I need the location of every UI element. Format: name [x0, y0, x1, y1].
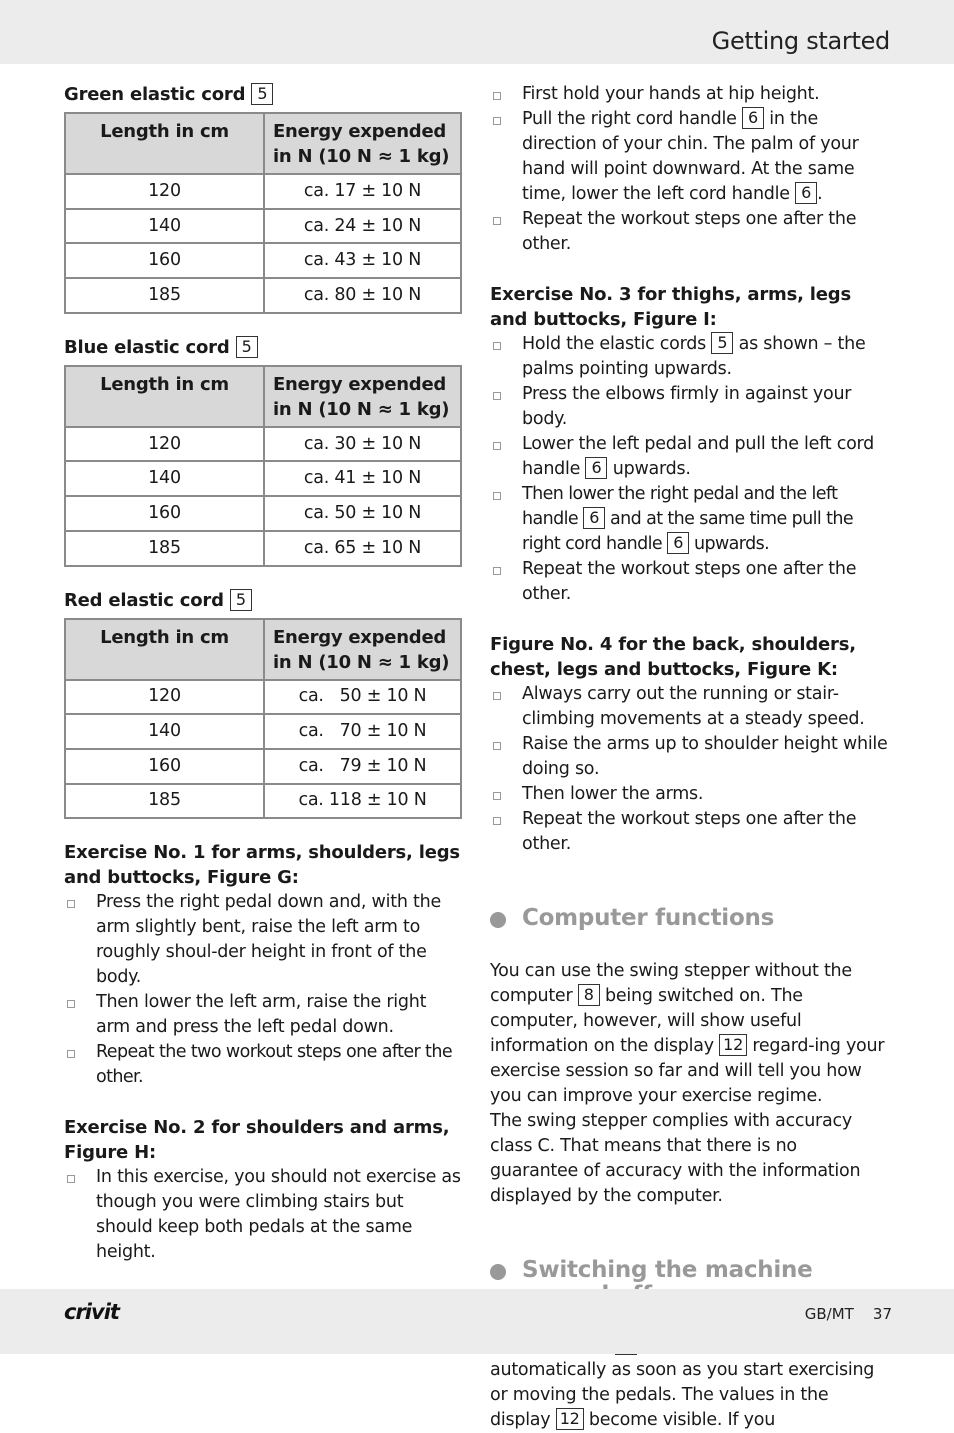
energy-cell: ca. 43 ± 10 N [264, 243, 461, 278]
energy-cell: ca. 30 ± 10 N [264, 427, 461, 462]
part-number-box: 6 [795, 182, 817, 204]
checkbox-bullet-icon [493, 117, 501, 125]
checkbox-bullet-icon [67, 1000, 75, 1008]
exercise-1-list [64, 890, 464, 1090]
list-item-text: and at the same time pull the right cord handle [522, 509, 854, 554]
list-item-text: in the direction of your chin. The palm of your hand will point downward. At the same time, lower the left cord handle [522, 109, 859, 204]
list-item-text: . [817, 184, 823, 204]
list-item-text: Press the right pedal down and, with the arm slightly bent, raise the left arm to roughly shoul-der height in front of the body. [96, 892, 441, 988]
brand-logo: crivit [64, 1300, 119, 1324]
checkbox-bullet-icon [493, 92, 501, 100]
length-cell: 185 [65, 278, 264, 313]
page-title: Getting started [711, 27, 890, 55]
length-cell: 160 [65, 243, 264, 278]
list-item-text: Repeat the two workout steps one after the other. [96, 1042, 452, 1088]
column-header-length: Length in cm [65, 113, 264, 174]
part-number-box: 5 [236, 336, 258, 358]
column-header-energy: Energy expended in N (10 N ≈ 1 kg) [264, 113, 461, 174]
paragraph-text: regard-ing your exercise session so far and will tell you how you can improve your exercise regime. [490, 1036, 885, 1106]
section-title-text: Switching the machine [522, 1257, 813, 1283]
checkbox-bullet-icon [493, 217, 501, 225]
length-cell: 140 [65, 209, 264, 244]
energy-cell: ca. 70 ± 10 N [264, 714, 461, 749]
list-item [490, 82, 890, 107]
part-number-box: 6 [742, 107, 764, 129]
list-item [490, 732, 890, 782]
part-number-box: 12 [719, 1034, 747, 1056]
exercise-2-continued-list [490, 82, 890, 257]
list-item-text: Repeat the workout steps one after the other. [522, 559, 857, 604]
list-item [490, 207, 890, 257]
length-cell: 140 [65, 714, 264, 749]
computer-functions-heading [490, 906, 890, 931]
exercise-4-heading: Figure No. 4 for the back, shoulders, chest, legs and buttocks, Figure K: [490, 634, 856, 680]
list-item [490, 782, 890, 807]
checkbox-bullet-icon [493, 742, 501, 750]
length-cell: 160 [65, 496, 264, 531]
part-number-box: 5 [251, 83, 273, 105]
table-row [65, 714, 461, 749]
length-cell: 160 [65, 749, 264, 784]
checkbox-bullet-icon [493, 792, 501, 800]
list-item [64, 1165, 464, 1265]
column-header-length: Length in cm [65, 366, 264, 427]
energy-cell: ca. 50 ± 10 N [264, 496, 461, 531]
checkbox-bullet-icon [67, 1050, 75, 1058]
table-row [65, 243, 461, 278]
column-header-length: Length in cm [65, 619, 264, 680]
table-row [65, 174, 461, 209]
part-number-box: 5 [230, 589, 252, 611]
checkbox-bullet-icon [67, 900, 75, 908]
exercise-2-list [64, 1165, 464, 1265]
length-cell: 120 [65, 427, 264, 462]
list-item [490, 807, 890, 857]
exercise-3-list [490, 332, 890, 607]
green-cord-label: Green elastic cord [64, 84, 246, 105]
list-item [490, 382, 890, 432]
table-row [65, 784, 461, 819]
list-item-text: Lower the left pedal and pull the left cord handle [522, 434, 875, 479]
list-item [490, 482, 890, 557]
list-item-text: Then lower the left arm, raise the right arm and press the left pedal down. [96, 992, 427, 1038]
part-number-box: 6 [667, 532, 689, 554]
list-item-text: Pull the right cord handle [522, 109, 742, 129]
paragraph-text: automatically as soon as you start exercising or moving the pedals. The values in the display [490, 1360, 875, 1430]
checkbox-bullet-icon [493, 492, 501, 500]
list-item-text: upwards. [607, 459, 691, 479]
list-item [490, 107, 890, 207]
list-item [490, 557, 890, 607]
right-column [490, 82, 890, 1433]
length-cell: 185 [65, 531, 264, 566]
column-header-energy: Energy expended in N (10 N ≈ 1 kg) [264, 366, 461, 427]
red-cord-label: Red elastic cord [64, 589, 224, 611]
list-item-text: upwards. [688, 534, 770, 554]
checkbox-bullet-icon [493, 392, 501, 400]
list-item-text: Repeat the workout steps one after the other. [522, 209, 857, 254]
checkbox-bullet-icon [493, 567, 501, 575]
part-number-box: 8 [578, 984, 600, 1006]
green-cord-table [64, 112, 462, 314]
energy-cell: ca. 17 ± 10 N [264, 174, 461, 209]
table-header-row [65, 619, 461, 680]
list-item [490, 332, 890, 382]
paragraph-text: become visible. If you [583, 1410, 776, 1430]
page-number: GB/MT 37 [804, 1305, 892, 1323]
paragraph-text: You can use the swing stepper without the computer [490, 961, 852, 1006]
list-item-text: as shown – the palms pointing upwards. [522, 334, 866, 379]
energy-cell: ca. 80 ± 10 N [264, 278, 461, 313]
list-item [64, 890, 464, 990]
computer-paragraph-1 [490, 959, 890, 1109]
checkbox-bullet-icon [493, 692, 501, 700]
list-item-text: Then lower the arms. [522, 784, 704, 804]
checkbox-bullet-icon [493, 817, 501, 825]
table-row [65, 496, 461, 531]
energy-cell: ca. 79 ± 10 N [264, 749, 461, 784]
checkbox-bullet-icon [493, 442, 501, 450]
part-number-box: 6 [583, 507, 605, 529]
energy-cell: ca. 118 ± 10 N [264, 784, 461, 819]
table-row [65, 749, 461, 784]
column-header-energy: Energy expended in N (10 N ≈ 1 kg) [264, 619, 461, 680]
energy-cell: ca. 50 ± 10 N [264, 680, 461, 715]
length-cell: 140 [65, 461, 264, 496]
list-item-text: Hold the elastic cords [522, 334, 712, 354]
bullet-dot-icon [490, 1264, 506, 1280]
blue-cord-table [64, 365, 462, 567]
length-cell: 185 [65, 784, 264, 819]
list-item-text: In this exercise, you should not exercise as though you were climbing stairs but should keep both pedals at the same height. [96, 1167, 461, 1263]
section-title-text: Computer functions [522, 905, 775, 931]
table-row [65, 680, 461, 715]
exercise-4-list [490, 682, 890, 857]
part-number-box: 12 [556, 1408, 584, 1430]
table-row [65, 278, 461, 313]
list-item-text: Raise the arms up to shoulder height while doing so. [522, 734, 888, 779]
list-item-text: First hold your hands at hip height. [522, 84, 820, 104]
table-row [65, 427, 461, 462]
checkbox-bullet-icon [493, 342, 501, 350]
list-item-text: Repeat the workout steps one after the other. [522, 809, 857, 854]
energy-cell: ca. 65 ± 10 N [264, 531, 461, 566]
list-item [64, 1040, 464, 1090]
red-cord-table [64, 618, 462, 820]
list-item-text: Then lower the right pedal and the left handle [522, 484, 838, 529]
list-item-text: Always carry out the running or stair-climbing movements at a steady speed. [522, 684, 865, 729]
table-header-row [65, 366, 461, 427]
part-number-box: 5 [711, 332, 733, 354]
blue-cord-heading [64, 335, 464, 360]
part-number-box: 6 [585, 457, 607, 479]
computer-paragraph-2: The swing stepper complies with accuracy class C. That means that there is no guarantee of accuracy with the information displayed by the computer. [490, 1111, 861, 1206]
left-column [64, 82, 464, 1265]
red-cord-heading [64, 588, 464, 613]
paragraph-text: being switched on. The computer, however, will show useful information on the display [490, 986, 803, 1056]
exercise-3-heading: Exercise No. 3 for thighs, arms, legs and buttocks, Figure I: [490, 284, 851, 330]
energy-cell: ca. 24 ± 10 N [264, 209, 461, 244]
table-header-row [65, 113, 461, 174]
list-item [490, 682, 890, 732]
list-item [490, 432, 890, 482]
green-cord-heading [64, 82, 464, 107]
exercise-2-heading: Exercise No. 2 for shoulders and arms, Figure H: [64, 1117, 450, 1164]
table-row [65, 461, 461, 496]
energy-cell: ca. 41 ± 10 N [264, 461, 461, 496]
blue-cord-label: Blue elastic cord [64, 336, 230, 358]
list-item-text: Press the elbows firmly in against your body. [522, 384, 852, 429]
table-row [65, 531, 461, 566]
table-row [65, 209, 461, 244]
length-cell: 120 [65, 680, 264, 715]
bullet-dot-icon [490, 912, 506, 928]
exercise-1-heading: Exercise No. 1 for arms, shoulders, legs and buttocks, Figure G: [64, 842, 460, 889]
list-item [64, 990, 464, 1040]
checkbox-bullet-icon [67, 1175, 75, 1183]
length-cell: 120 [65, 174, 264, 209]
